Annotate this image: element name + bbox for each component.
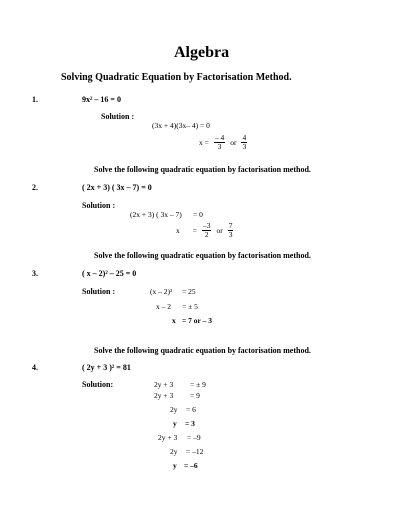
problem-equation: 9x² – 16 = 0 [82,95,121,104]
solution-step-lhs: (x – 2)² [150,287,173,296]
solution-step-lhs: (2x + 3) ( 3x – 7) [130,210,182,219]
problem-equation: ( 2x + 3) ( 3x – 7) = 0 [82,183,152,192]
solution-step-lhs: 2y + 3 [158,433,178,442]
fraction [202,222,212,239]
problem-number: 2. [32,183,38,192]
solution-step-lhs: 2y [170,447,178,456]
solution-step-rhs: = –12 [186,447,204,456]
solution-step-rhs: = –6 [184,461,198,470]
solution-label: Solution: [82,380,114,389]
solution-step-lhs: y [173,461,177,470]
x-label: x = [199,138,209,147]
solution-step-rhs: = 6 [186,405,196,414]
solution-step-rhs: = –9 [187,433,201,442]
problem-number: 3. [32,269,38,278]
solution-step-rhs: = 0 [193,210,203,219]
solution-step [176,222,233,239]
problem-equation: ( 2y + 3 )² = 81 [82,363,131,372]
solution-step-lhs: x [172,316,176,325]
fraction [214,134,225,151]
solution-label: Solution : [82,287,116,296]
solution-step-rhs: = 9 [190,391,200,400]
solution-step-rhs: = ± 5 [182,302,198,311]
fraction-numerator: 7 [228,221,233,230]
solution-step-lhs: 2y + 3 [154,380,174,389]
problem-number: 1. [32,95,38,104]
solution-label: Solution : [82,201,116,210]
fraction [241,134,247,151]
fraction-numerator: 4 [242,133,247,142]
fraction-denominator: 3 [228,230,233,239]
page-title: Algebra [174,44,230,61]
instruction-text: Solve the following quadratic equation by factorisation method. [94,165,311,174]
or-text: or [230,138,237,147]
solution-step-rhs: = 25 [182,287,196,296]
instruction-text: Solve the following quadratic equation by factorisation method. [94,251,311,260]
or-text: or [216,226,223,235]
solution-step-rhs: = 7 or – 3 [182,316,212,325]
solution-step-lhs: y [173,419,177,428]
solution-step-rhs: = ± 9 [190,380,206,389]
solution-step-lhs: x – 2 [156,302,171,311]
solution-step [199,134,247,151]
solution-step-lhs: 2y + 3 [154,391,174,400]
solution-step-rhs: = 3 [185,419,195,428]
solution-step-lhs: 2y [170,405,178,414]
solution-label: Solution : [101,112,135,121]
fraction-denominator: 3 [242,142,247,151]
instruction-text: Solve the following quadratic equation by factorisation method. [94,346,311,355]
x-label: x [176,226,180,235]
fraction-denominator: 2 [204,230,209,239]
fraction-denominator: 3 [217,142,222,151]
solution-step: (3x + 4)(3x– 4) = 0 [152,121,210,130]
equals-sign: = [192,226,197,235]
fraction-numerator: –3 [202,221,211,230]
problem-equation: ( x – 2)² – 25 = 0 [82,269,137,278]
problem-number: 4. [32,363,38,372]
fraction [228,222,234,239]
fraction-numerator: – 4 [214,133,225,142]
page-subtitle: Solving Quadratic Equation by Factorisation Method. [61,72,292,83]
